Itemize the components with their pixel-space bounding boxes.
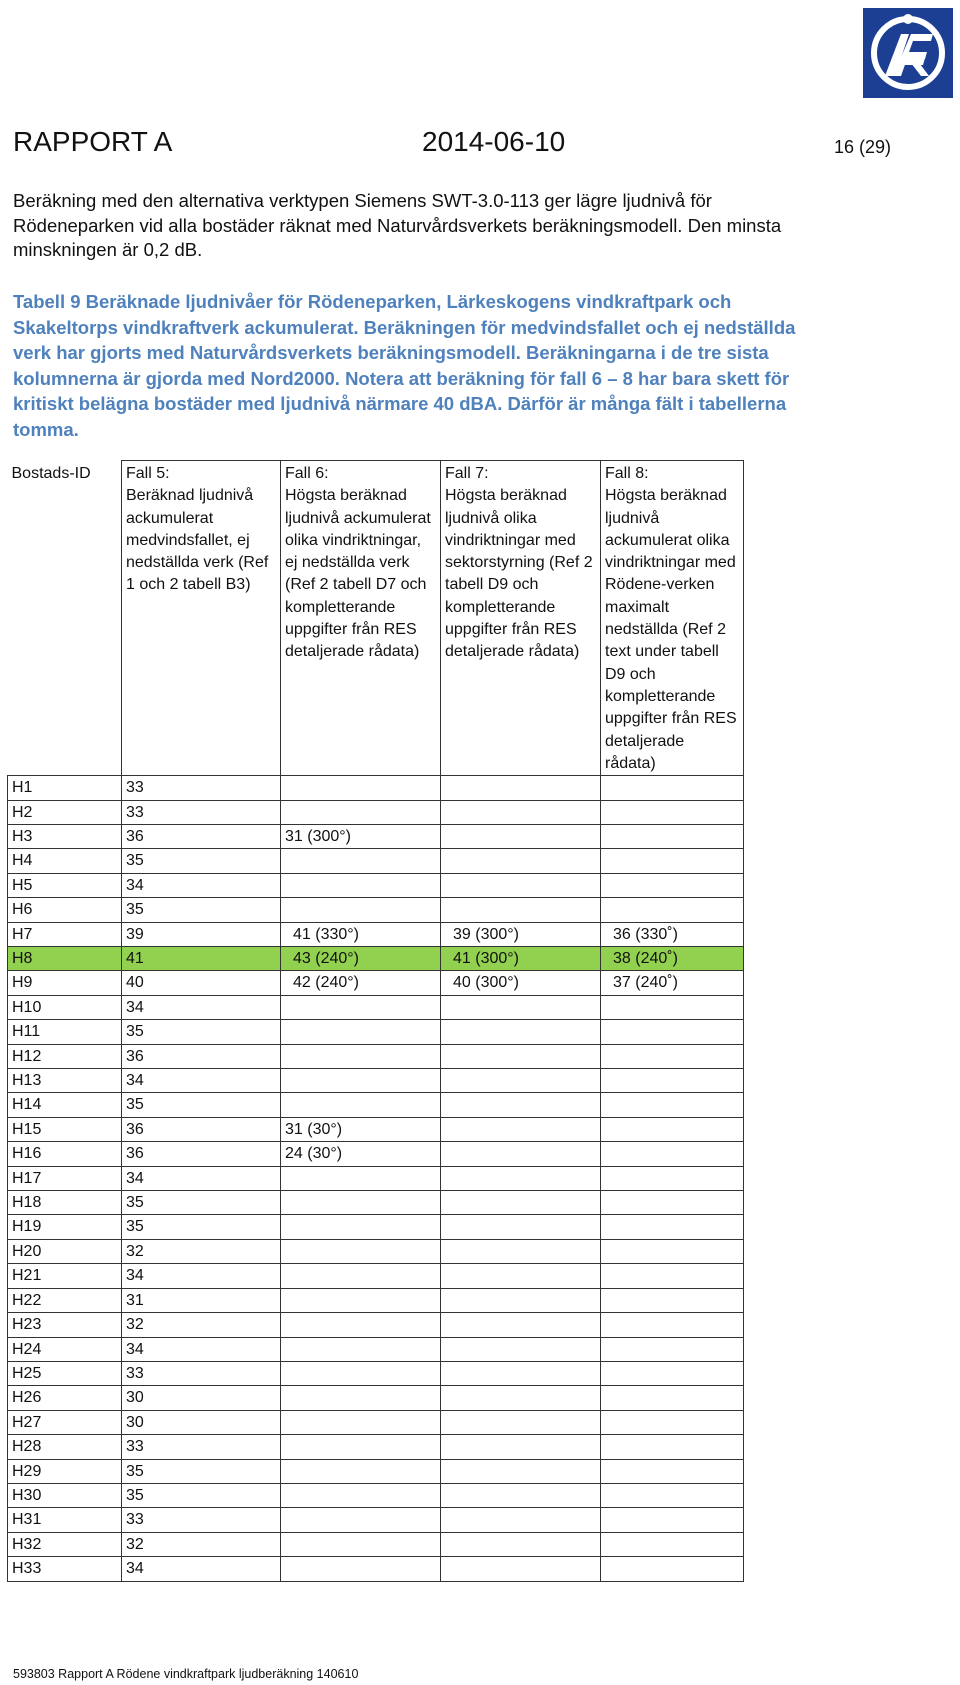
cell-bostads-id: H11 xyxy=(8,1020,122,1044)
table-row xyxy=(8,1117,744,1141)
cell-fall-6 xyxy=(281,1044,441,1068)
table-row xyxy=(8,1142,744,1166)
cell-fall-5: 41 xyxy=(122,947,281,971)
table-row xyxy=(8,824,744,848)
cell-fall-5: 32 xyxy=(122,1239,281,1263)
table-row xyxy=(8,1239,744,1263)
cell-fall-8 xyxy=(601,1117,744,1141)
cell-bostads-id: H29 xyxy=(8,1459,122,1483)
header-fall-8: Fall 8: Högsta beräknad ljudnivå ackumulerat olika vindriktningar med Rödene-verken maximalt nedställda (Ref 2 text under tabell D9 och kompletterande uppgifter från RES detaljerade rådata) xyxy=(601,461,744,776)
cell-fall-8 xyxy=(601,1337,744,1361)
cell-fall-5: 35 xyxy=(122,1093,281,1117)
cell-fall-5: 35 xyxy=(122,1215,281,1239)
cell-fall-6: 41 (330°) xyxy=(281,922,441,946)
table-row xyxy=(8,1166,744,1190)
cell-bostads-id: H26 xyxy=(8,1386,122,1410)
cell-fall-5: 36 xyxy=(122,1117,281,1141)
cell-bostads-id: H32 xyxy=(8,1532,122,1556)
table-row xyxy=(8,1459,744,1483)
table-row xyxy=(8,1361,744,1385)
cell-fall-6 xyxy=(281,1508,441,1532)
cell-bostads-id: H7 xyxy=(8,922,122,946)
cell-bostads-id: H3 xyxy=(8,824,122,848)
cell-fall-6 xyxy=(281,873,441,897)
cell-bostads-id: H9 xyxy=(8,971,122,995)
cell-fall-7 xyxy=(441,898,601,922)
cell-fall-5: 34 xyxy=(122,1337,281,1361)
page-footer: 593803 Rapport A Rödene vindkraftpark ljudberäkning 140610 xyxy=(13,1667,359,1681)
table-row xyxy=(8,849,744,873)
cell-fall-5: 34 xyxy=(122,1264,281,1288)
af-logo xyxy=(863,8,953,98)
cell-fall-6: 31 (300°) xyxy=(281,824,441,848)
header-fall-7: Fall 7: Högsta beräknad ljudnivå olika vindriktningar med sektorstyrning (Ref 2 tabell D9 och kompletterande uppgifter från RES detaljerade rådata) xyxy=(441,461,601,776)
header-fall-6: Fall 6: Högsta beräknad ljudnivå ackumulerat olika vindriktningar, ej nedställda verk (Ref 2 tabell D7 och kompletterande uppgifter från RES detaljerade rådata) xyxy=(281,461,441,776)
header-bostads-id: Bostads-ID xyxy=(8,461,122,776)
cell-fall-7 xyxy=(441,849,601,873)
page-header xyxy=(13,126,960,166)
cell-bostads-id: H2 xyxy=(8,800,122,824)
cell-fall-5: 40 xyxy=(122,971,281,995)
cell-fall-8 xyxy=(601,1361,744,1385)
cell-fall-7 xyxy=(441,1386,601,1410)
cell-fall-6: 43 (240°) xyxy=(281,947,441,971)
table-row xyxy=(8,1532,744,1556)
table-caption: Tabell 9 Beräknade ljudnivåer för Rödeneparken, Lärkeskogens vindkraftpark och Skakeltorps vindkraftverk ackumulerat. Beräkningen för medvindsfallet och ej nedställda verk har gjorts med Naturvårdsverkets beräkningsmodell. Beräkningarna i de tre sista kolumnerna är gjorda med Nord2000. Notera att beräkning för fall 6 – 8 har bara skett för kritiskt belägna bostäder med ljudnivå närmare 40 dBA. Därför är många fält i tabellerna tomma. xyxy=(13,291,796,440)
cell-fall-8 xyxy=(601,800,744,824)
cell-fall-7 xyxy=(441,873,601,897)
cell-bostads-id: H18 xyxy=(8,1191,122,1215)
cell-fall-5: 35 xyxy=(122,1020,281,1044)
table-row xyxy=(8,947,744,971)
cell-fall-5: 30 xyxy=(122,1410,281,1434)
header-fall-5: Fall 5: Beräknad ljudnivå ackumulerat medvindsfallet, ej nedställda verk (Ref 1 och 2 tabell B3) xyxy=(122,461,281,776)
cell-fall-7 xyxy=(441,1435,601,1459)
table-row xyxy=(8,1215,744,1239)
report-date: 2014-06-10 xyxy=(422,126,566,157)
cell-bostads-id: H19 xyxy=(8,1215,122,1239)
cell-fall-6 xyxy=(281,1410,441,1434)
cell-fall-6 xyxy=(281,1288,441,1312)
af-logo-icon xyxy=(863,8,953,98)
cell-bostads-id: H30 xyxy=(8,1483,122,1507)
cell-fall-8 xyxy=(601,776,744,800)
cell-fall-5: 36 xyxy=(122,1142,281,1166)
table-row xyxy=(8,1264,744,1288)
cell-fall-8 xyxy=(601,873,744,897)
table-row xyxy=(8,995,744,1019)
cell-bostads-id: H4 xyxy=(8,849,122,873)
cell-bostads-id: H22 xyxy=(8,1288,122,1312)
cell-fall-8 xyxy=(601,1093,744,1117)
cell-fall-8: 36 (330˚) xyxy=(601,922,744,946)
cell-fall-5: 34 xyxy=(122,1166,281,1190)
cell-bostads-id: H20 xyxy=(8,1239,122,1263)
cell-fall-6 xyxy=(281,995,441,1019)
cell-fall-5: 36 xyxy=(122,1044,281,1068)
cell-fall-6 xyxy=(281,1093,441,1117)
cell-fall-5: 39 xyxy=(122,922,281,946)
table-row xyxy=(8,1435,744,1459)
cell-fall-7 xyxy=(441,995,601,1019)
cell-fall-8: 38 (240˚) xyxy=(601,947,744,971)
cell-fall-8 xyxy=(601,1069,744,1093)
table-row xyxy=(8,800,744,824)
cell-bostads-id: H27 xyxy=(8,1410,122,1434)
cell-bostads-id: H10 xyxy=(8,995,122,1019)
cell-fall-6 xyxy=(281,1215,441,1239)
cell-fall-7 xyxy=(441,1142,601,1166)
table-row xyxy=(8,1288,744,1312)
table-row xyxy=(8,1508,744,1532)
cell-fall-8: 37 (240˚) xyxy=(601,971,744,995)
cell-fall-7 xyxy=(441,1361,601,1385)
cell-fall-8 xyxy=(601,1288,744,1312)
cell-fall-8 xyxy=(601,1166,744,1190)
cell-fall-5: 32 xyxy=(122,1313,281,1337)
cell-fall-8 xyxy=(601,1044,744,1068)
cell-fall-6 xyxy=(281,1069,441,1093)
cell-fall-7 xyxy=(441,824,601,848)
cell-fall-7 xyxy=(441,1483,601,1507)
cell-fall-6 xyxy=(281,898,441,922)
cell-fall-7 xyxy=(441,1557,601,1581)
cell-fall-8 xyxy=(601,1264,744,1288)
cell-fall-5: 36 xyxy=(122,824,281,848)
cell-fall-7 xyxy=(441,1410,601,1434)
cell-fall-5: 35 xyxy=(122,898,281,922)
cell-fall-5: 34 xyxy=(122,873,281,897)
intro-paragraph: Beräkning med den alternativa verktypen Siemens SWT-3.0-113 ger lägre ljudnivå för Rödeneparken vid alla bostäder räknat med Naturvårdsverkets beräkningsmodell. Den minsta minskningen är 0,2 dB. xyxy=(13,190,782,260)
table-row xyxy=(8,1337,744,1361)
cell-fall-8 xyxy=(601,1020,744,1044)
cell-fall-5: 33 xyxy=(122,1361,281,1385)
table-row xyxy=(8,1069,744,1093)
cell-fall-7 xyxy=(441,1166,601,1190)
cell-fall-5: 33 xyxy=(122,800,281,824)
cell-bostads-id: H33 xyxy=(8,1557,122,1581)
cell-fall-7 xyxy=(441,1508,601,1532)
cell-fall-7 xyxy=(441,1191,601,1215)
cell-bostads-id: H6 xyxy=(8,898,122,922)
cell-fall-5: 33 xyxy=(122,776,281,800)
cell-bostads-id: H16 xyxy=(8,1142,122,1166)
cell-fall-5: 34 xyxy=(122,1557,281,1581)
cell-fall-5: 35 xyxy=(122,1191,281,1215)
cell-fall-5: 34 xyxy=(122,995,281,1019)
cell-fall-6 xyxy=(281,1557,441,1581)
cell-bostads-id: H8 xyxy=(8,947,122,971)
cell-fall-8 xyxy=(601,995,744,1019)
cell-fall-8 xyxy=(601,1313,744,1337)
cell-fall-7 xyxy=(441,1093,601,1117)
table-row xyxy=(8,971,744,995)
cell-fall-7 xyxy=(441,1239,601,1263)
cell-fall-5: 34 xyxy=(122,1069,281,1093)
cell-bostads-id: H31 xyxy=(8,1508,122,1532)
cell-fall-7 xyxy=(441,1020,601,1044)
cell-fall-8 xyxy=(601,1191,744,1215)
table-row xyxy=(8,1093,744,1117)
report-title: RAPPORT A xyxy=(13,126,173,157)
cell-fall-5: 35 xyxy=(122,1459,281,1483)
cell-fall-7 xyxy=(441,1264,601,1288)
table-header-row xyxy=(8,461,744,776)
cell-fall-6 xyxy=(281,1020,441,1044)
cell-fall-5: 32 xyxy=(122,1532,281,1556)
cell-bostads-id: H5 xyxy=(8,873,122,897)
cell-fall-6 xyxy=(281,1337,441,1361)
cell-fall-6 xyxy=(281,1435,441,1459)
cell-fall-6 xyxy=(281,1483,441,1507)
cell-fall-7 xyxy=(441,1069,601,1093)
cell-fall-6 xyxy=(281,800,441,824)
cell-fall-7: 40 (300°) xyxy=(441,971,601,995)
cell-bostads-id: H13 xyxy=(8,1069,122,1093)
cell-fall-7 xyxy=(441,1044,601,1068)
cell-fall-8 xyxy=(601,1215,744,1239)
cell-fall-6 xyxy=(281,1361,441,1385)
cell-fall-5: 31 xyxy=(122,1288,281,1312)
cell-fall-8 xyxy=(601,849,744,873)
table-row xyxy=(8,1410,744,1434)
cell-fall-6 xyxy=(281,1191,441,1215)
cell-bostads-id: H21 xyxy=(8,1264,122,1288)
cell-fall-5: 30 xyxy=(122,1386,281,1410)
cell-fall-8 xyxy=(601,1410,744,1434)
cell-fall-8 xyxy=(601,1435,744,1459)
cell-bostads-id: H17 xyxy=(8,1166,122,1190)
cell-fall-5: 35 xyxy=(122,1483,281,1507)
cell-fall-8 xyxy=(601,1386,744,1410)
cell-fall-5: 33 xyxy=(122,1435,281,1459)
cell-fall-6: 42 (240°) xyxy=(281,971,441,995)
cell-fall-8 xyxy=(601,824,744,848)
table-row xyxy=(8,1191,744,1215)
table-row xyxy=(8,1386,744,1410)
cell-fall-7 xyxy=(441,1459,601,1483)
table-row xyxy=(8,1483,744,1507)
cell-fall-6 xyxy=(281,1386,441,1410)
cell-fall-8 xyxy=(601,898,744,922)
cell-fall-7: 41 (300°) xyxy=(441,947,601,971)
cell-fall-7 xyxy=(441,1532,601,1556)
cell-fall-5: 35 xyxy=(122,849,281,873)
table-row xyxy=(8,1044,744,1068)
cell-fall-6 xyxy=(281,1264,441,1288)
cell-fall-7: 39 (300°) xyxy=(441,922,601,946)
cell-fall-6 xyxy=(281,849,441,873)
cell-bostads-id: H25 xyxy=(8,1361,122,1385)
cell-fall-6 xyxy=(281,1239,441,1263)
table-body xyxy=(8,776,744,1581)
table-row xyxy=(8,1313,744,1337)
table-row xyxy=(8,873,744,897)
cell-fall-7 xyxy=(441,1117,601,1141)
cell-fall-6 xyxy=(281,1166,441,1190)
cell-bostads-id: H15 xyxy=(8,1117,122,1141)
table-row xyxy=(8,1020,744,1044)
cell-bostads-id: H12 xyxy=(8,1044,122,1068)
cell-fall-8 xyxy=(601,1483,744,1507)
cell-fall-8 xyxy=(601,1532,744,1556)
cell-bostads-id: H1 xyxy=(8,776,122,800)
cell-fall-5: 33 xyxy=(122,1508,281,1532)
cell-fall-6: 24 (30°) xyxy=(281,1142,441,1166)
cell-fall-6 xyxy=(281,1532,441,1556)
table-row xyxy=(8,898,744,922)
cell-fall-7 xyxy=(441,1337,601,1361)
cell-fall-6 xyxy=(281,1459,441,1483)
cell-fall-7 xyxy=(441,1288,601,1312)
table-row xyxy=(8,1557,744,1581)
cell-bostads-id: H14 xyxy=(8,1093,122,1117)
cell-bostads-id: H23 xyxy=(8,1313,122,1337)
page-number: 16 (29) xyxy=(834,137,892,157)
table-row xyxy=(8,922,744,946)
cell-fall-8 xyxy=(601,1239,744,1263)
cell-bostads-id: H28 xyxy=(8,1435,122,1459)
cell-fall-6 xyxy=(281,1313,441,1337)
cell-fall-8 xyxy=(601,1142,744,1166)
cell-fall-8 xyxy=(601,1557,744,1581)
table-row xyxy=(8,776,744,800)
cell-fall-8 xyxy=(601,1508,744,1532)
cell-fall-7 xyxy=(441,1215,601,1239)
cell-fall-6: 31 (30°) xyxy=(281,1117,441,1141)
cell-fall-7 xyxy=(441,776,601,800)
cell-bostads-id: H24 xyxy=(8,1337,122,1361)
cell-fall-7 xyxy=(441,800,601,824)
noise-level-table xyxy=(7,460,744,1582)
cell-fall-7 xyxy=(441,1313,601,1337)
cell-fall-8 xyxy=(601,1459,744,1483)
cell-fall-6 xyxy=(281,776,441,800)
